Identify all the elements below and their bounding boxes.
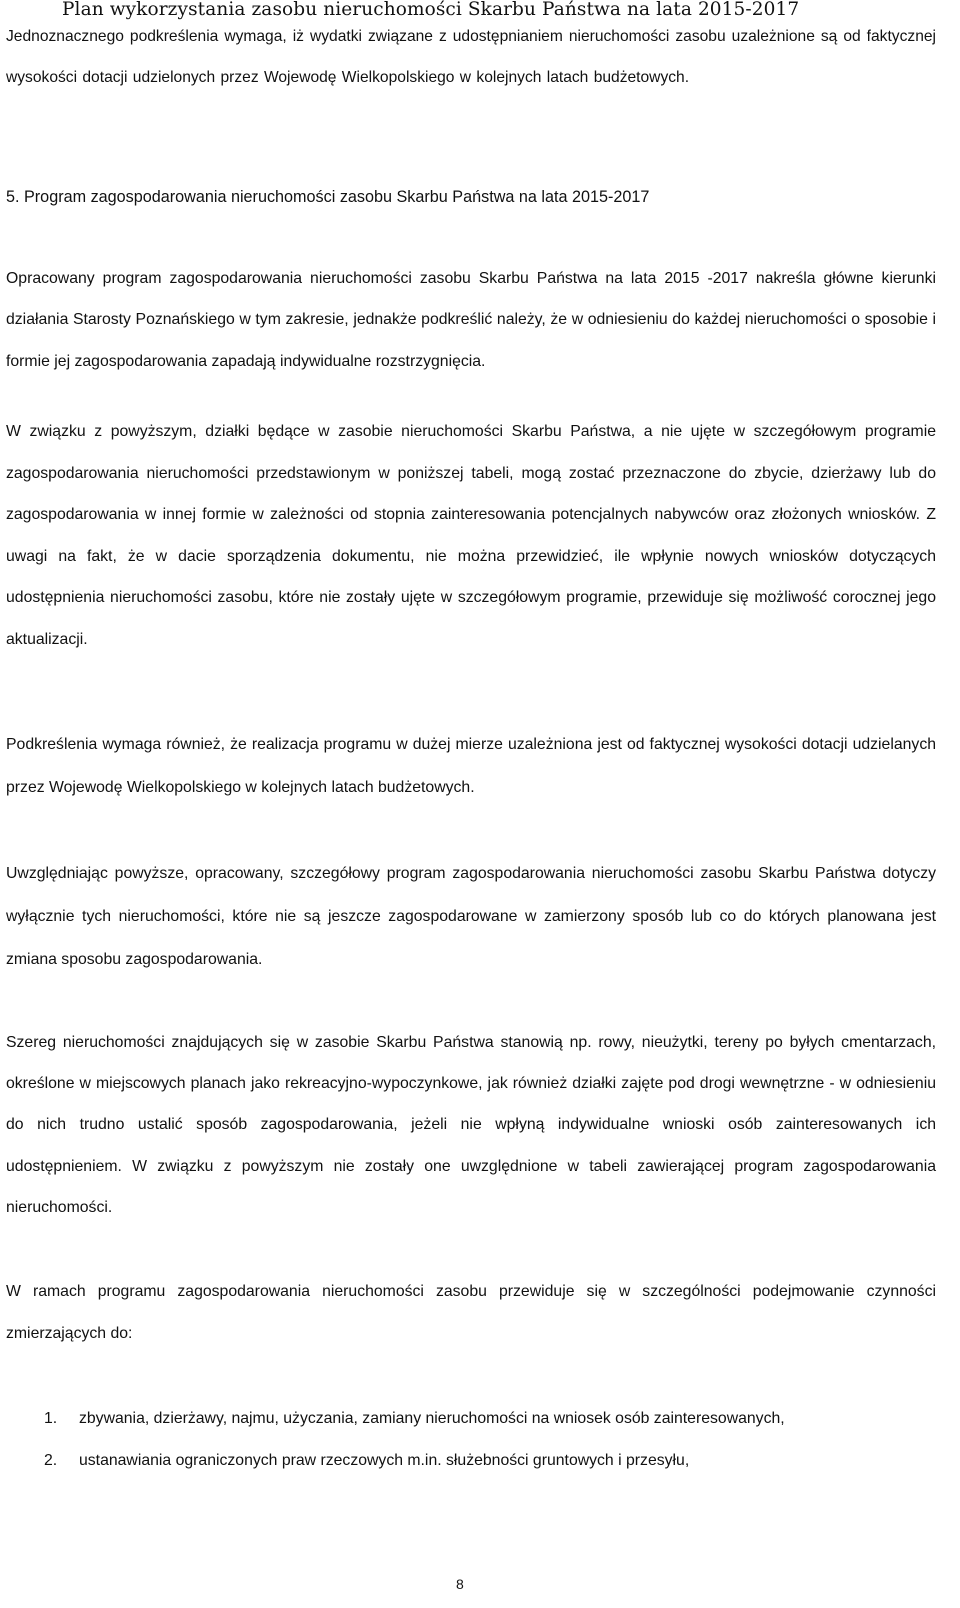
- list-item-number: 2.: [44, 1452, 58, 1469]
- list-item-text: ustanawiania ograniczonych praw rzeczowych m.in. służebności gruntowych i przesyłu,: [79, 1452, 690, 1469]
- paragraph-program-overview: Opracowany program zagospodarowania nieruchomości zasobu Skarbu Państwa na lata 2015 -2017 nakreśla główne kierunki działania Starosty Poznańskiego w tym zakresie, jednakże podkreślić należy, że w odniesieniu do każdej nieruchomości o sposobie i formie jej zagospodarowania zapadają indywidualne rozstrzygnięcia.: [6, 270, 936, 370]
- intro-paragraph: Jednoznacznego podkreślenia wymaga, iż wydatki związane z udostępnianiem nieruchomości zasobu uzależnione są od faktycznej wysokości dotacji udzielonych przez Wojewodę Wielkopolskiego w kolejnych latach budżetowych.: [6, 28, 936, 86]
- page-number: 8: [456, 1576, 464, 1592]
- list-item: [6, 1440, 936, 1482]
- list-item-number: 1.: [44, 1410, 58, 1427]
- list-item-text: zbywania, dzierżawy, najmu, użyczania, zamiany nieruchomości na wniosek osób zainteresowanych,: [79, 1410, 785, 1427]
- paragraph-funding-dependency: Podkreślenia wymaga również, że realizacja programu w dużej mierze uzależniona jest od faktycznej wysokości dotacji udzielanych przez Wojewodę Wielkopolskiego w kolejnych latach budżetowych.: [6, 736, 936, 796]
- paragraph-unlisted-plots: W związku z powyższym, działki będące w zasobie nieruchomości Skarbu Państwa, a nie ujęte w szczegółowym programie zagospodarowania nieruchomości przedstawionym w poniższej tabeli, mogą zostać przeznaczone do zbycie, dzierżawy lub do zagospodarowania w innej formie w zależności od stopnia zainteresowania potencjalnych nabywców oraz złożonych wniosków. Z uwagi na fakt, że w dacie sporządzenia dokumentu, nie można przewidzieć, ile wpłynie nowych wniosków dotyczących udostępnienia nieruchomości zasobu, które nie zostały ujęte w szczegółowym programie, przewiduje się możliwość corocznej jego aktualizacji.: [6, 423, 936, 648]
- section-heading: 5. Program zagospodarowania nieruchomości zasobu Skarbu Państwa na lata 2015-2017: [6, 188, 650, 206]
- list-item: [6, 1398, 936, 1440]
- paragraph-program-scope: Uwzględniając powyższe, opracowany, szczegółowy program zagospodarowania nieruchomości zasobu Skarbu Państwa dotyczy wyłącznie tych nieruchomości, które nie są jeszcze zagospodarowane w zamierzony sposób lub co do których planowana jest zmiana sposobu zagospodarowania.: [6, 865, 936, 968]
- running-header: Plan wykorzystania zasobu nieruchomości Skarbu Państwa na lata 2015-2017: [62, 0, 800, 20]
- paragraph-property-types: Szereg nieruchomości znajdujących się w zasobie Skarbu Państwa stanowią np. rowy, nieużytki, tereny po byłych cmentarzach, określone w miejscowych planach jako rekreacyjno-wypoczynkowe, jak również działki zajęte pod drogi wewnętrzne - w odniesieniu do nich trudno ustalić sposób zagospodarowania, jeżeli nie wpłyną indywidualne wnioski osób zainteresowanych ich udostępnieniem. W związku z powyższym nie zostały one uwzględnione w tabeli zawierającej program zagospodarowania nieruchomości.: [6, 1034, 936, 1216]
- paragraph-planned-actions: W ramach programu zagospodarowania nieruchomości zasobu przewiduje się w szczególności podejmowanie czynności zmierzających do:: [6, 1283, 936, 1342]
- actions-list: [6, 1398, 936, 1482]
